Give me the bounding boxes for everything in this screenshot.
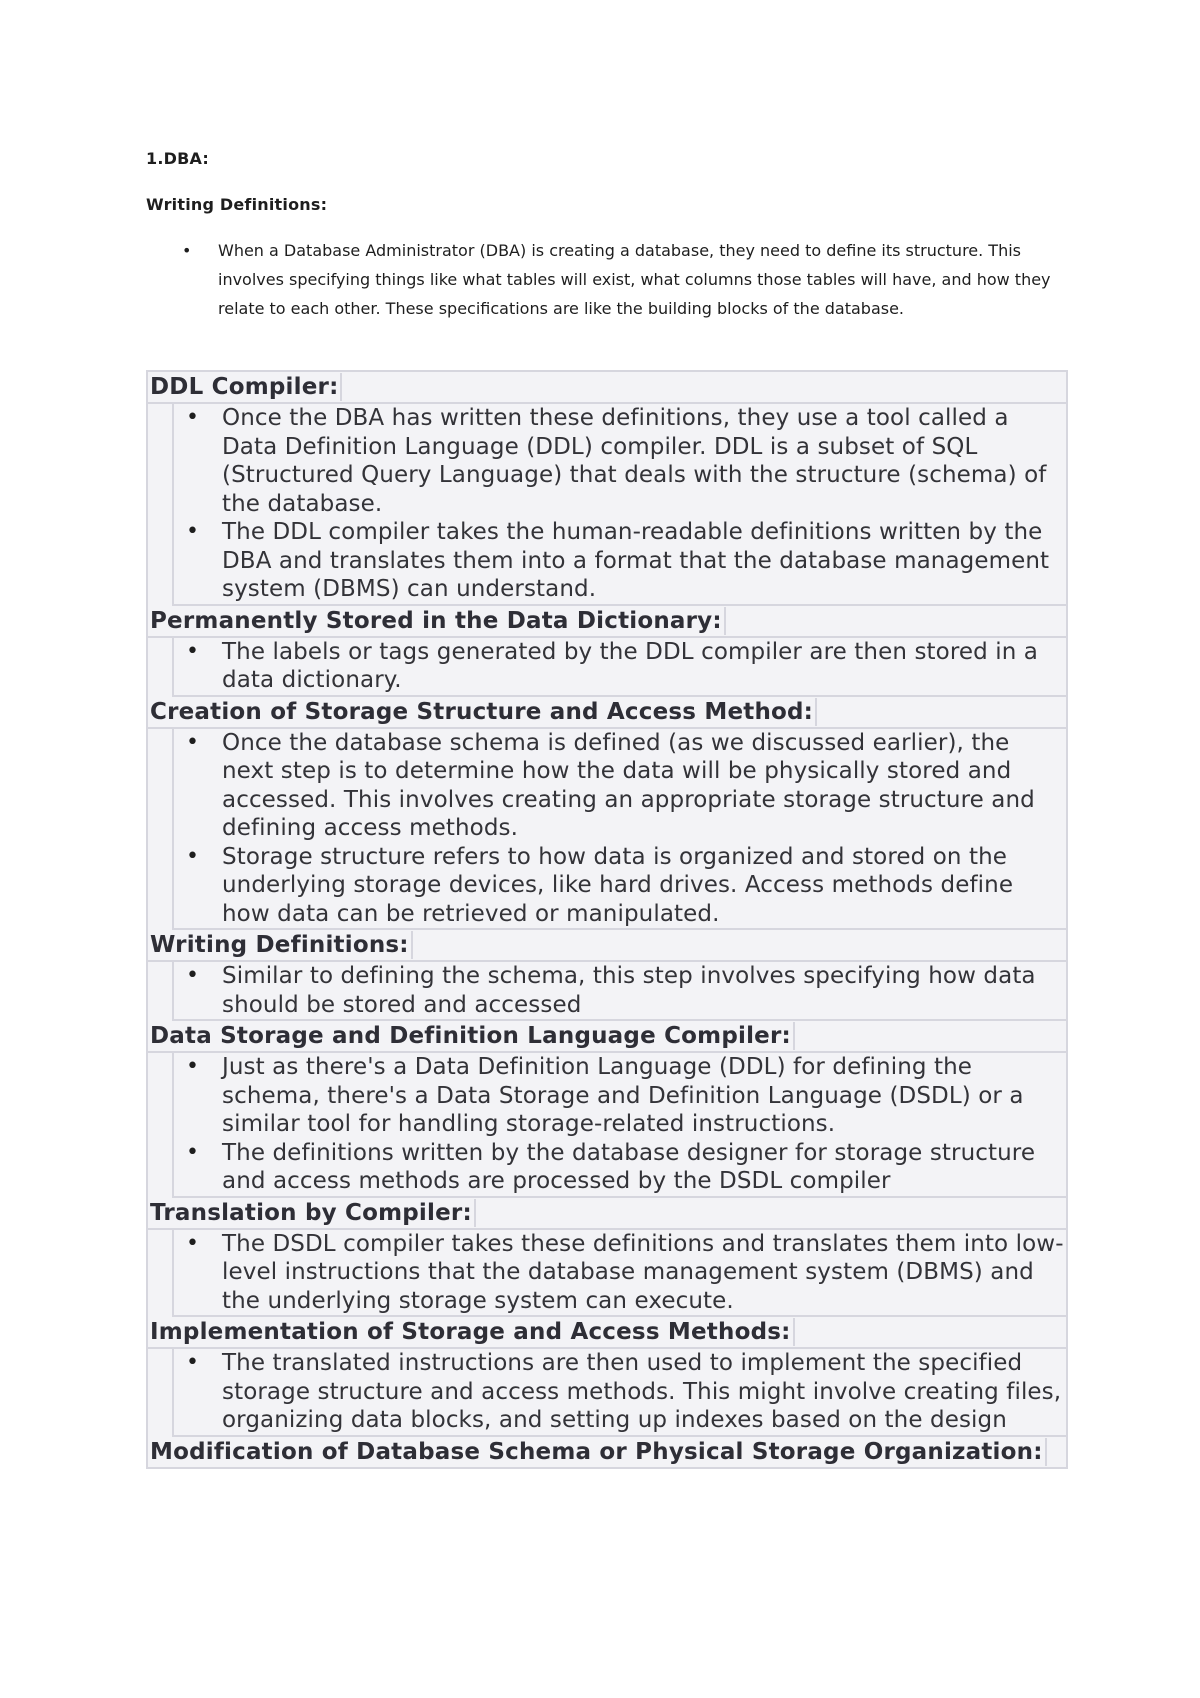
section-title xyxy=(148,1437,1066,1467)
list-item-text: Once the database schema is defined (as we discussed earlier), the next step is to determine how the data will be physically stored and accessed. This involves creating an appropriate storage structure and defining access methods. xyxy=(222,729,1035,841)
bullet-icon: • xyxy=(186,1054,200,1079)
section-title-text: Modification of Database Schema or Physical Storage Organization: xyxy=(150,1438,1047,1466)
bullet-icon: • xyxy=(186,638,200,664)
section-title xyxy=(148,372,1066,404)
definitions-box xyxy=(146,370,1068,1469)
list-item xyxy=(174,1230,1066,1316)
section-bullet-list xyxy=(172,1230,1066,1318)
section-title-text: Permanently Stored in the Data Dictionary: xyxy=(150,607,726,635)
intro-bullet-text: When a Database Administrator (DBA) is creating a database, they need to define its structure. This involves specifying things like what tables will exist, what columns those tables will have, and how they relate to each other. These specifications are like the building blocks of the database. xyxy=(218,241,1051,318)
list-item xyxy=(174,1349,1066,1435)
section-title-text: Writing Definitions: xyxy=(150,931,413,959)
list-item-text: The labels or tags generated by the DDL compiler are then stored in a data dictionary. xyxy=(222,638,1038,693)
bullet-icon: • xyxy=(186,843,200,869)
section-bullet-list xyxy=(172,404,1066,606)
bullet-icon: • xyxy=(182,241,192,260)
list-item xyxy=(174,962,1066,1019)
list-item xyxy=(174,1053,1066,1139)
list-item-text: The DSDL compiler takes these definitions and translates them into low-level instructions that the database management system (DBMS) and the underlying storage system can execute. xyxy=(222,1230,1064,1314)
list-item xyxy=(174,518,1066,604)
section-number-heading: 1.DBA: xyxy=(146,149,209,168)
bullet-icon: • xyxy=(186,963,200,988)
section-title-text: Data Storage and Definition Language Compiler: xyxy=(150,1022,795,1050)
list-item xyxy=(174,1139,1066,1196)
writing-definitions-heading: Writing Definitions: xyxy=(146,195,328,214)
section-title xyxy=(148,930,1066,962)
list-item-text: Once the DBA has written these definitions, they use a tool called a Data Definition Language (DDL) compiler. DDL is a subset of SQL (Structured Query Language) that deals with the structure (schema) of the database. xyxy=(222,405,1047,517)
list-item xyxy=(174,729,1066,843)
section-bullet-list xyxy=(172,962,1066,1021)
section-bullet-list xyxy=(172,1349,1066,1437)
list-item-text: The definitions written by the database designer for storage structure and access methods are processed by the DSDL compiler xyxy=(222,1139,1036,1194)
section-bullet-list xyxy=(172,1053,1066,1198)
bullet-icon: • xyxy=(186,1350,200,1375)
intro-bullet-list xyxy=(146,236,1066,323)
list-item-text: Similar to defining the schema, this step involves specifying how data should be stored and accessed xyxy=(222,963,1036,1018)
bullet-icon: • xyxy=(186,729,200,755)
bullet-icon: • xyxy=(186,519,200,544)
section-title-text: DDL Compiler: xyxy=(150,373,342,401)
list-item xyxy=(174,843,1066,929)
section-title-text: Implementation of Storage and Access Methods: xyxy=(150,1318,795,1346)
section-title xyxy=(148,697,1066,729)
list-item-text: The translated instructions are then used to implement the specified storage structure and access methods. This might involve creating files, organizing data blocks, and setting up indexes based on the design xyxy=(222,1350,1062,1433)
section-title-text: Creation of Storage Structure and Access Method: xyxy=(150,698,817,726)
section-title xyxy=(148,1198,1066,1230)
section-title xyxy=(148,606,1066,638)
section-title xyxy=(148,1317,1066,1349)
section-title xyxy=(148,1021,1066,1053)
bullet-icon: • xyxy=(186,1139,200,1165)
section-bullet-list xyxy=(172,729,1066,931)
list-item-text: Just as there's a Data Definition Language (DDL) for defining the schema, there's a Data Storage and Definition Language (DSDL) or a similar tool for handling storage-related instructions. xyxy=(222,1054,1024,1137)
bullet-icon: • xyxy=(186,1230,200,1256)
list-item xyxy=(174,638,1066,695)
section-bullet-list xyxy=(172,638,1066,697)
list-item-text: The DDL compiler takes the human-readable definitions written by the DBA and translates them into a format that the database management system (DBMS) can understand. xyxy=(222,519,1050,602)
bullet-icon: • xyxy=(186,405,200,430)
list-item-text: Storage structure refers to how data is organized and stored on the underlying storage devices, like hard drives. Access methods define how data can be retrieved or manipulated. xyxy=(222,843,1014,927)
section-title-text: Translation by Compiler: xyxy=(150,1199,476,1227)
list-item xyxy=(174,404,1066,518)
intro-bullet-item xyxy=(146,236,1066,323)
